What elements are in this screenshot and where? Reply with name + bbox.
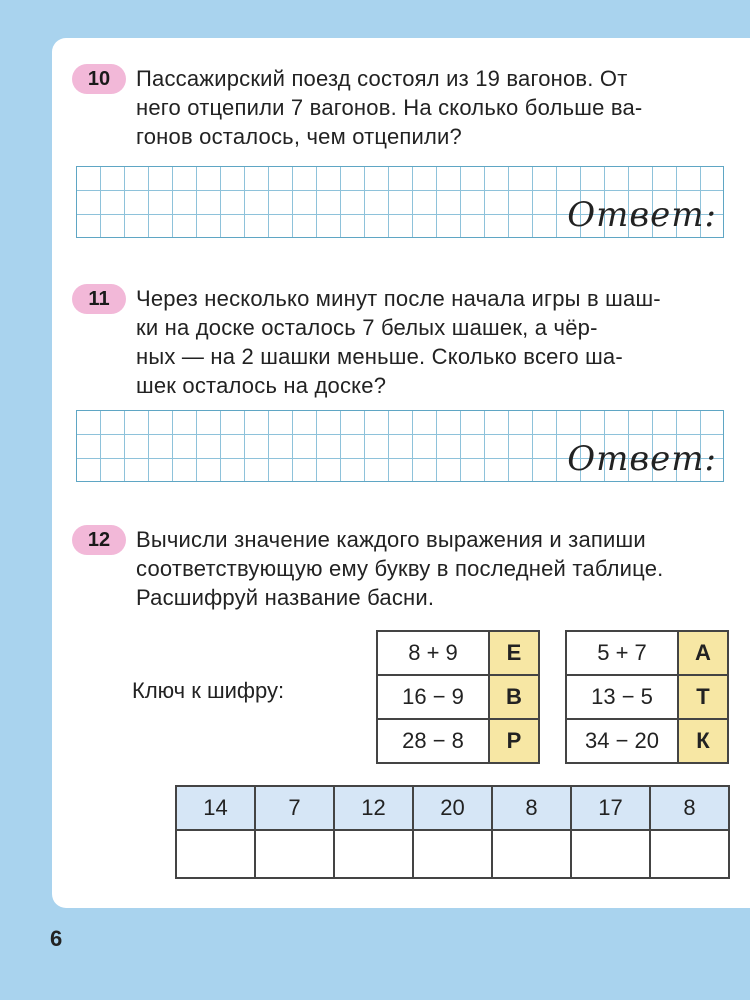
answer-grid-11[interactable] — [76, 410, 724, 482]
task-text-line: Пассажирский поезд состоял из 19 вагонов. От — [136, 66, 628, 91]
expression-cell: 16 − 9 — [377, 675, 489, 719]
task-text-line: Расшифруй название басни. — [136, 585, 435, 610]
table-row — [176, 786, 729, 830]
task-11 — [72, 284, 732, 400]
answer-label: Ответ: — [567, 439, 717, 479]
expression-cell: 28 − 8 — [377, 719, 489, 763]
task-text — [136, 64, 732, 151]
task-number-badge: 11 — [72, 284, 126, 314]
cipher-number-cell: 8 — [650, 786, 729, 830]
letter-cell: К — [678, 719, 728, 763]
cipher-letter-input-cell[interactable] — [571, 830, 650, 878]
table-row — [566, 675, 728, 719]
task-text — [136, 525, 732, 612]
expression-cell: 5 + 7 — [566, 631, 678, 675]
cipher-letter-input-cell[interactable] — [650, 830, 729, 878]
workbook-page — [52, 38, 750, 908]
expression-cell: 34 − 20 — [566, 719, 678, 763]
task-text — [136, 284, 732, 400]
page-number: 6 — [50, 926, 63, 951]
cipher-number-cell: 8 — [492, 786, 571, 830]
letter-cell: Т — [678, 675, 728, 719]
cipher-key-table-left — [376, 630, 540, 764]
letter-cell: Е — [489, 631, 539, 675]
table-row — [566, 631, 728, 675]
cipher-key-table-right — [565, 630, 729, 764]
expression-cell: 13 − 5 — [566, 675, 678, 719]
cipher-letter-input-cell[interactable] — [334, 830, 413, 878]
table-row — [377, 675, 539, 719]
cipher-key-label: Ключ к шифру: — [132, 678, 285, 703]
task-text-line: Вычисли значение каждого выражения и запиши — [136, 527, 646, 552]
task-text-line: ки на доске осталось 7 белых шашек, а чёр- — [136, 315, 598, 340]
task-text-line: соответствующую ему букву в последней таблице. — [136, 556, 664, 581]
table-row — [176, 830, 729, 878]
task-text-line: шек осталось на доске? — [136, 373, 387, 398]
cipher-number-cell: 20 — [413, 786, 492, 830]
table-row — [377, 719, 539, 763]
table-row — [377, 631, 539, 675]
expression-cell: 8 + 9 — [377, 631, 489, 675]
answer-label: Ответ: — [567, 195, 717, 235]
cipher-letter-input-cell[interactable] — [176, 830, 255, 878]
task-number-badge: 10 — [72, 64, 126, 94]
task-number-badge: 12 — [72, 525, 126, 555]
cipher-number-cell: 14 — [176, 786, 255, 830]
letter-cell: А — [678, 631, 728, 675]
cipher-number-cell: 17 — [571, 786, 650, 830]
cipher-letter-input-cell[interactable] — [413, 830, 492, 878]
table-row — [566, 719, 728, 763]
cipher-number-cell: 7 — [255, 786, 334, 830]
cipher-letter-input-cell[interactable] — [255, 830, 334, 878]
letter-cell: В — [489, 675, 539, 719]
answer-grid-10[interactable] — [76, 166, 724, 238]
cipher-answer-table — [175, 785, 730, 879]
letter-cell: Р — [489, 719, 539, 763]
task-text-line: Через несколько минут после начала игры в шаш- — [136, 286, 661, 311]
cipher-letter-input-cell[interactable] — [492, 830, 571, 878]
task-text-line: ных — на 2 шашки меньше. Сколько всего ша- — [136, 344, 623, 369]
cipher-number-cell: 12 — [334, 786, 413, 830]
task-text-line: него отцепили 7 вагонов. На сколько больше ва- — [136, 95, 643, 120]
task-text-line: гонов осталось, чем отцепили? — [136, 124, 462, 149]
task-12 — [72, 525, 732, 612]
task-10 — [72, 64, 732, 151]
